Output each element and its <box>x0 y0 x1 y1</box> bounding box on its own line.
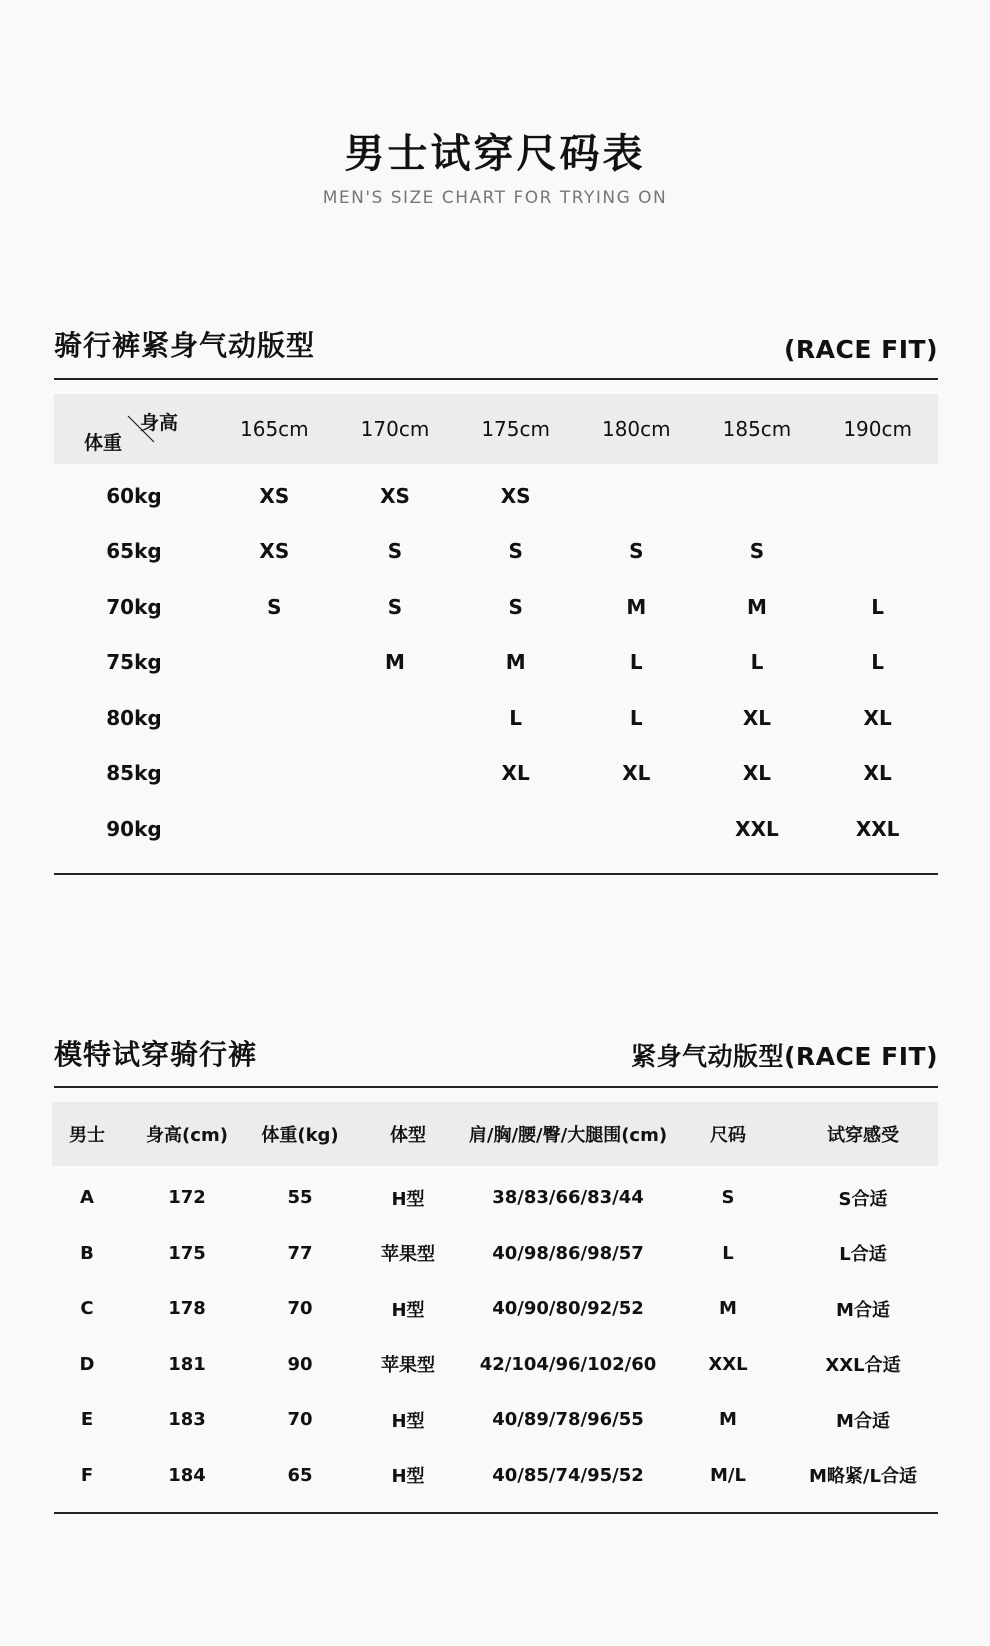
height-header: 175cm <box>481 417 550 441</box>
model-chart-header-row <box>52 1102 938 1166</box>
column-header: 试穿感受 <box>827 1125 899 1146</box>
size-chart-title: 骑行裤紧身气动版型 <box>54 329 316 362</box>
size-cell: S <box>629 539 644 564</box>
size-cell <box>817 524 938 580</box>
table-cell: M合适 <box>836 1410 890 1432</box>
size-chart-table <box>54 394 938 857</box>
size-chart-bottom-rule <box>54 873 938 875</box>
height-header: 180cm <box>601 417 671 441</box>
table-cell: 90 <box>287 1353 313 1375</box>
table-cell: L合适 <box>839 1244 887 1266</box>
table-cell: 苹果型 <box>381 1355 435 1377</box>
table-cell: 181 <box>168 1353 206 1375</box>
height-header: 190cm <box>843 417 912 441</box>
size-cell: XL <box>742 705 772 730</box>
size-chart-header-row <box>54 394 938 464</box>
corner-cell <box>54 394 214 464</box>
model-chart-bottom-rule <box>54 1512 938 1514</box>
table-cell: C <box>80 1298 94 1320</box>
size-cell: S <box>387 594 403 619</box>
size-cell: M <box>626 594 647 619</box>
table-cell: 70 <box>287 1409 313 1431</box>
table-cell: 172 <box>168 1187 206 1209</box>
weight-cell: 80kg <box>106 705 162 730</box>
size-cell: XS <box>380 483 410 508</box>
weight-cell: 85kg <box>106 761 162 786</box>
size-cell <box>214 635 335 691</box>
table-cell: 178 <box>168 1298 206 1320</box>
table-cell: H型 <box>391 1188 425 1210</box>
table-row <box>52 1448 938 1504</box>
table-cell: A <box>80 1187 94 1209</box>
table-cell: XXL合适 <box>825 1355 901 1377</box>
table-row <box>52 1226 938 1282</box>
model-chart-top-rule <box>54 1086 938 1088</box>
table-cell: D <box>79 1353 95 1375</box>
size-cell: XL <box>742 761 772 786</box>
size-cell: S <box>508 539 523 564</box>
height-header: 165cm <box>240 417 309 441</box>
table-cell: H型 <box>391 1466 425 1488</box>
table-cell: S合适 <box>838 1188 888 1210</box>
table-cell: 175 <box>168 1242 206 1264</box>
column-header: 男士 <box>69 1125 105 1146</box>
size-cell: M <box>505 650 526 675</box>
weight-cell: 65kg <box>106 539 162 564</box>
table-cell: M合适 <box>836 1299 890 1321</box>
table-cell: H型 <box>391 1299 425 1321</box>
size-cell: M <box>385 650 405 675</box>
model-chart-title: 模特试穿骑行裤 <box>54 1038 258 1071</box>
table-row <box>54 690 938 746</box>
table-cell: M <box>719 1409 737 1431</box>
page-subtitle: MEN'S SIZE CHART FOR TRYING ON <box>322 188 668 208</box>
size-cell <box>455 801 576 857</box>
table-cell: 183 <box>168 1409 206 1431</box>
size-cell: XXL <box>735 816 779 841</box>
table-cell: XXL <box>708 1353 748 1375</box>
size-cell: L <box>750 650 764 675</box>
table-cell: 184 <box>168 1464 206 1486</box>
corner-height-label: 身高 <box>140 412 179 434</box>
table-cell: E <box>80 1409 94 1431</box>
table-cell: 40/98/86/98/57 <box>492 1242 644 1264</box>
size-cell: L <box>871 594 885 619</box>
table-row <box>54 635 938 691</box>
table-cell: M <box>719 1298 737 1320</box>
size-cell <box>335 746 456 802</box>
corner-weight-label: 体重 <box>84 432 123 454</box>
table-cell: M/L <box>710 1464 746 1486</box>
size-cell: XL <box>622 761 651 786</box>
weight-cell: 70kg <box>106 594 162 619</box>
weight-cell: 75kg <box>106 650 162 675</box>
size-cell: XL <box>501 761 530 786</box>
table-row <box>54 579 938 635</box>
page-title: 男士试穿尺码表 <box>344 131 646 177</box>
diagonal-divider <box>126 414 156 444</box>
column-header: 体重(kg) <box>261 1125 339 1146</box>
table-row <box>54 801 938 857</box>
size-cell <box>817 468 938 524</box>
size-cell: S <box>749 539 765 564</box>
model-chart-table <box>52 1102 938 1503</box>
size-cell: XS <box>500 483 531 508</box>
size-cell: XL <box>863 705 892 730</box>
column-header: 体型 <box>390 1125 426 1146</box>
model-chart-header <box>54 1033 938 1073</box>
size-cell: S <box>387 539 403 564</box>
table-cell: 70 <box>287 1298 313 1320</box>
size-chart-header <box>54 324 938 364</box>
table-cell: H型 <box>391 1410 425 1432</box>
table-cell: 苹果型 <box>381 1244 435 1266</box>
size-cell <box>214 690 335 746</box>
size-cell: XXL <box>855 816 900 841</box>
table-cell: 38/83/66/83/44 <box>492 1187 644 1209</box>
weight-cell: 90kg <box>106 816 162 841</box>
size-cell: L <box>629 705 643 730</box>
size-cell: M <box>747 594 767 619</box>
table-cell: L <box>722 1242 734 1264</box>
height-header: 185cm <box>722 417 792 441</box>
table-row <box>52 1170 938 1226</box>
table-cell: 42/104/96/102/60 <box>479 1353 657 1375</box>
size-cell <box>335 801 456 857</box>
table-cell: 77 <box>287 1242 313 1264</box>
size-cell: XS <box>259 539 290 564</box>
model-chart-fit: 紧身气动版型(RACE FIT) <box>630 1042 938 1071</box>
column-header: 身高(cm) <box>146 1125 228 1146</box>
size-cell: L <box>509 705 523 730</box>
size-chart-fit: (RACE FIT) <box>783 335 938 364</box>
size-cell <box>576 468 697 524</box>
size-cell <box>214 801 335 857</box>
table-cell: B <box>80 1242 94 1264</box>
table-row <box>52 1281 938 1337</box>
table-cell: 55 <box>287 1187 313 1209</box>
size-cell <box>335 690 456 746</box>
table-cell: 40/90/80/92/52 <box>492 1298 644 1320</box>
size-cell: L <box>629 650 643 675</box>
table-cell: S <box>721 1187 735 1209</box>
size-cell: L <box>871 650 885 675</box>
column-header: 肩/胸/腰/臀/大腿围(cm) <box>468 1125 668 1146</box>
column-header: 尺码 <box>710 1125 746 1146</box>
table-row <box>54 468 938 524</box>
table-cell: 40/85/74/95/52 <box>492 1464 644 1486</box>
size-chart-top-rule <box>54 378 938 380</box>
table-cell: M略紧/L合适 <box>809 1466 917 1488</box>
height-header: 170cm <box>360 417 430 441</box>
size-cell: XS <box>259 483 290 508</box>
size-cell: S <box>267 594 282 619</box>
size-cell: S <box>508 594 523 619</box>
weight-cell: 60kg <box>106 483 162 508</box>
table-row <box>52 1392 938 1448</box>
table-cell: 40/89/78/96/55 <box>492 1409 644 1431</box>
size-cell <box>214 746 335 802</box>
table-row <box>52 1337 938 1393</box>
table-cell: 65 <box>287 1464 313 1486</box>
table-cell: F <box>80 1464 94 1486</box>
table-row <box>54 524 938 580</box>
table-row <box>54 746 938 802</box>
size-cell: XL <box>863 761 892 786</box>
size-cell <box>576 801 697 857</box>
size-cell <box>697 468 818 524</box>
